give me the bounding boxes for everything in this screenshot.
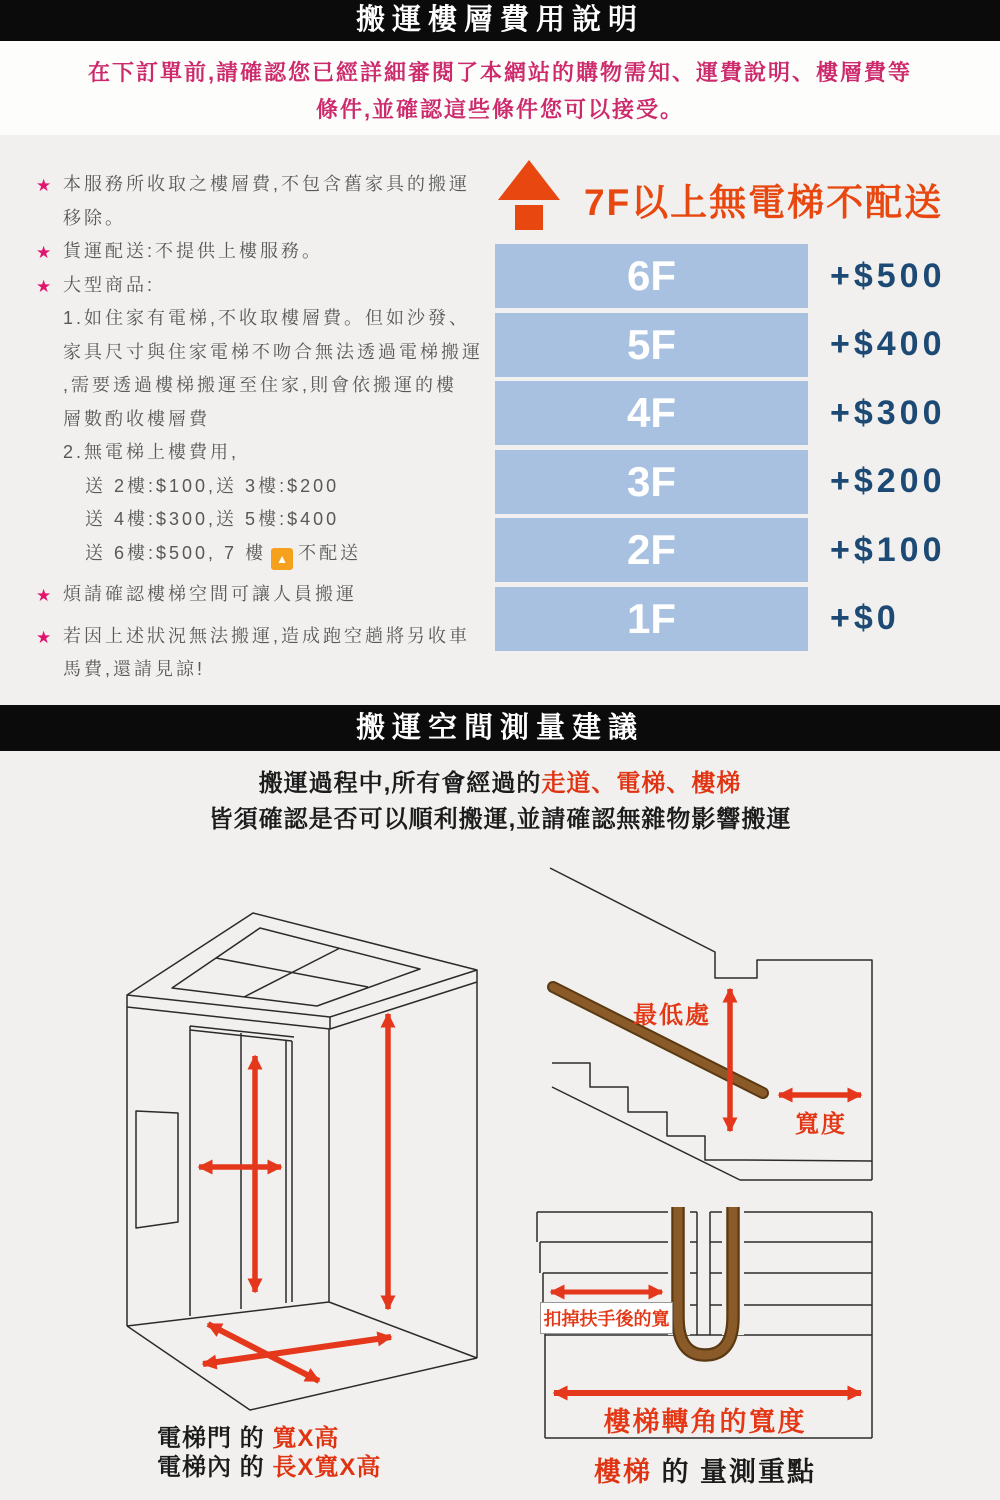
floor-fee: +$0	[830, 599, 900, 637]
elevator-ceiling-outline	[127, 913, 477, 1017]
note-text: 送 2樓:$100,送 3樓:$200	[85, 475, 340, 496]
table-row	[495, 244, 946, 308]
floor-fee-table	[495, 244, 946, 655]
note-text	[63, 537, 516, 571]
table-row	[495, 518, 946, 582]
stairs-caption-red: 樓梯	[593, 1457, 652, 1487]
table-row	[495, 450, 946, 514]
stair-underside	[552, 1087, 740, 1180]
section1-title: 搬運樓層費用說明	[355, 4, 644, 36]
floor-label: 3F	[495, 450, 808, 514]
intro-line1: 在下訂單前,請確認您已經詳細審閱了本網站的購物需知、運費說明、樓層費等	[87, 60, 913, 85]
note-text: 移除。	[63, 207, 126, 228]
note-text: 馬費,還請見諒!	[63, 659, 206, 679]
elevator-ceiling-slab	[127, 970, 477, 1029]
section2-title: 搬運空間測量建議	[355, 712, 644, 744]
label-handrail-deduct: 扣掉扶手後的寬	[540, 1302, 673, 1334]
desc-line2: 皆須確認是否可以順利搬運,並請確認無雜物影響搬運	[208, 806, 792, 833]
star-icon: ★	[36, 627, 52, 647]
list-item	[36, 578, 516, 612]
desc-line1-red: 走道、電梯、樓梯	[541, 770, 742, 797]
elevator-caption-line1	[157, 1424, 381, 1453]
stairs-caption-black: 的 量測重點	[651, 1457, 816, 1487]
label-stair-width: 寬度	[795, 1111, 847, 1138]
elevator-walls	[127, 982, 477, 1358]
floor-width-arrow	[203, 1337, 391, 1364]
note-text: 送 4樓:$300,送 5樓:$400	[85, 509, 340, 529]
note-text: 2.無電梯上樓費用,	[63, 442, 240, 462]
intro-notice	[0, 41, 1000, 135]
star-icon: ★	[36, 276, 52, 296]
note-text: 1.如住家有電梯,不收取樓層費。但如沙發、	[63, 308, 471, 328]
list-item	[36, 620, 516, 687]
list-item	[36, 269, 516, 571]
note-text: ,需要透過樓梯搬運至住家,則會依搬運的樓	[63, 375, 458, 395]
section1-header-bar	[0, 0, 1000, 41]
star-icon: ★	[36, 586, 52, 605]
floor-fee: +$500	[830, 256, 946, 295]
note-text: 層數酌收樓層費	[63, 408, 210, 429]
floor-label: 4F	[495, 381, 808, 445]
section2-header-bar	[0, 705, 1000, 751]
table-row	[495, 313, 946, 377]
intro-line2: 條件,並確認這些條件您可以接受。	[315, 97, 685, 122]
caption2-red: 長X寬X高	[272, 1454, 382, 1481]
floor-fee: +$400	[830, 325, 946, 363]
stair-steps	[552, 1063, 744, 1160]
note-text: 若因上述狀況無法搬運,造成跑空趟將另收車	[63, 625, 470, 646]
elevator-caption-line2	[157, 1453, 381, 1482]
desc-line1-black: 搬運過程中,所有會經過的	[258, 770, 542, 797]
floor-label: 5F	[495, 313, 808, 377]
up-arrow-icon	[498, 160, 560, 230]
elevator-ceiling-grid	[172, 928, 420, 1006]
floor-fee: +$300	[830, 393, 946, 432]
note-text: 大型商品:	[63, 274, 156, 295]
stairs-caption	[535, 1450, 875, 1489]
elevator-caption	[157, 1424, 381, 1482]
note-text: 煩請確認樓梯空間可讓人員搬運	[63, 584, 357, 604]
warning-triangle-icon: ▲	[271, 548, 293, 570]
notes-list	[36, 168, 516, 687]
elevator-diagram	[95, 880, 525, 1415]
note-text: 家具尺寸與住家電梯不吻合無法透過電梯搬運	[63, 341, 483, 362]
stairwell-gap-edges	[697, 1212, 710, 1335]
section2-description	[0, 766, 1000, 838]
label-lowest-point: 最低處	[633, 1002, 711, 1029]
label-corner-width: 樓梯轉角的寬度	[603, 1407, 807, 1437]
elevator-door	[190, 1026, 294, 1316]
star-icon: ★	[36, 243, 52, 262]
star-icon: ★	[36, 176, 52, 195]
caption2-black: 電梯內 的	[157, 1454, 273, 1481]
note-text-part: 送 6樓:$500, 7 樓	[85, 542, 267, 563]
note-text: 本服務所收取之樓層費,不包含舊家具的搬運	[63, 174, 470, 194]
floor-label: 2F	[495, 518, 808, 582]
elevator-button-panel	[136, 1111, 178, 1228]
floor-label: 1F	[495, 587, 808, 651]
list-item	[36, 168, 516, 235]
list-item	[36, 235, 516, 269]
table-row	[495, 587, 946, 651]
caption1-red: 寬X高	[272, 1425, 340, 1452]
note-text-part: 不配送	[298, 542, 362, 563]
floor-label: 6F	[495, 244, 808, 308]
stair-floor	[740, 1160, 872, 1180]
floor-fee: +$100	[830, 530, 946, 569]
note-text: 貨運配送:不提供上樓服務。	[63, 241, 323, 261]
caption1-black: 電梯門 的	[157, 1425, 273, 1452]
no-elevator-notice: 7F以上無電梯不配送	[584, 182, 944, 223]
desc-line1	[0, 766, 1000, 802]
floor-fee: +$200	[830, 462, 946, 500]
table-row	[495, 381, 946, 445]
